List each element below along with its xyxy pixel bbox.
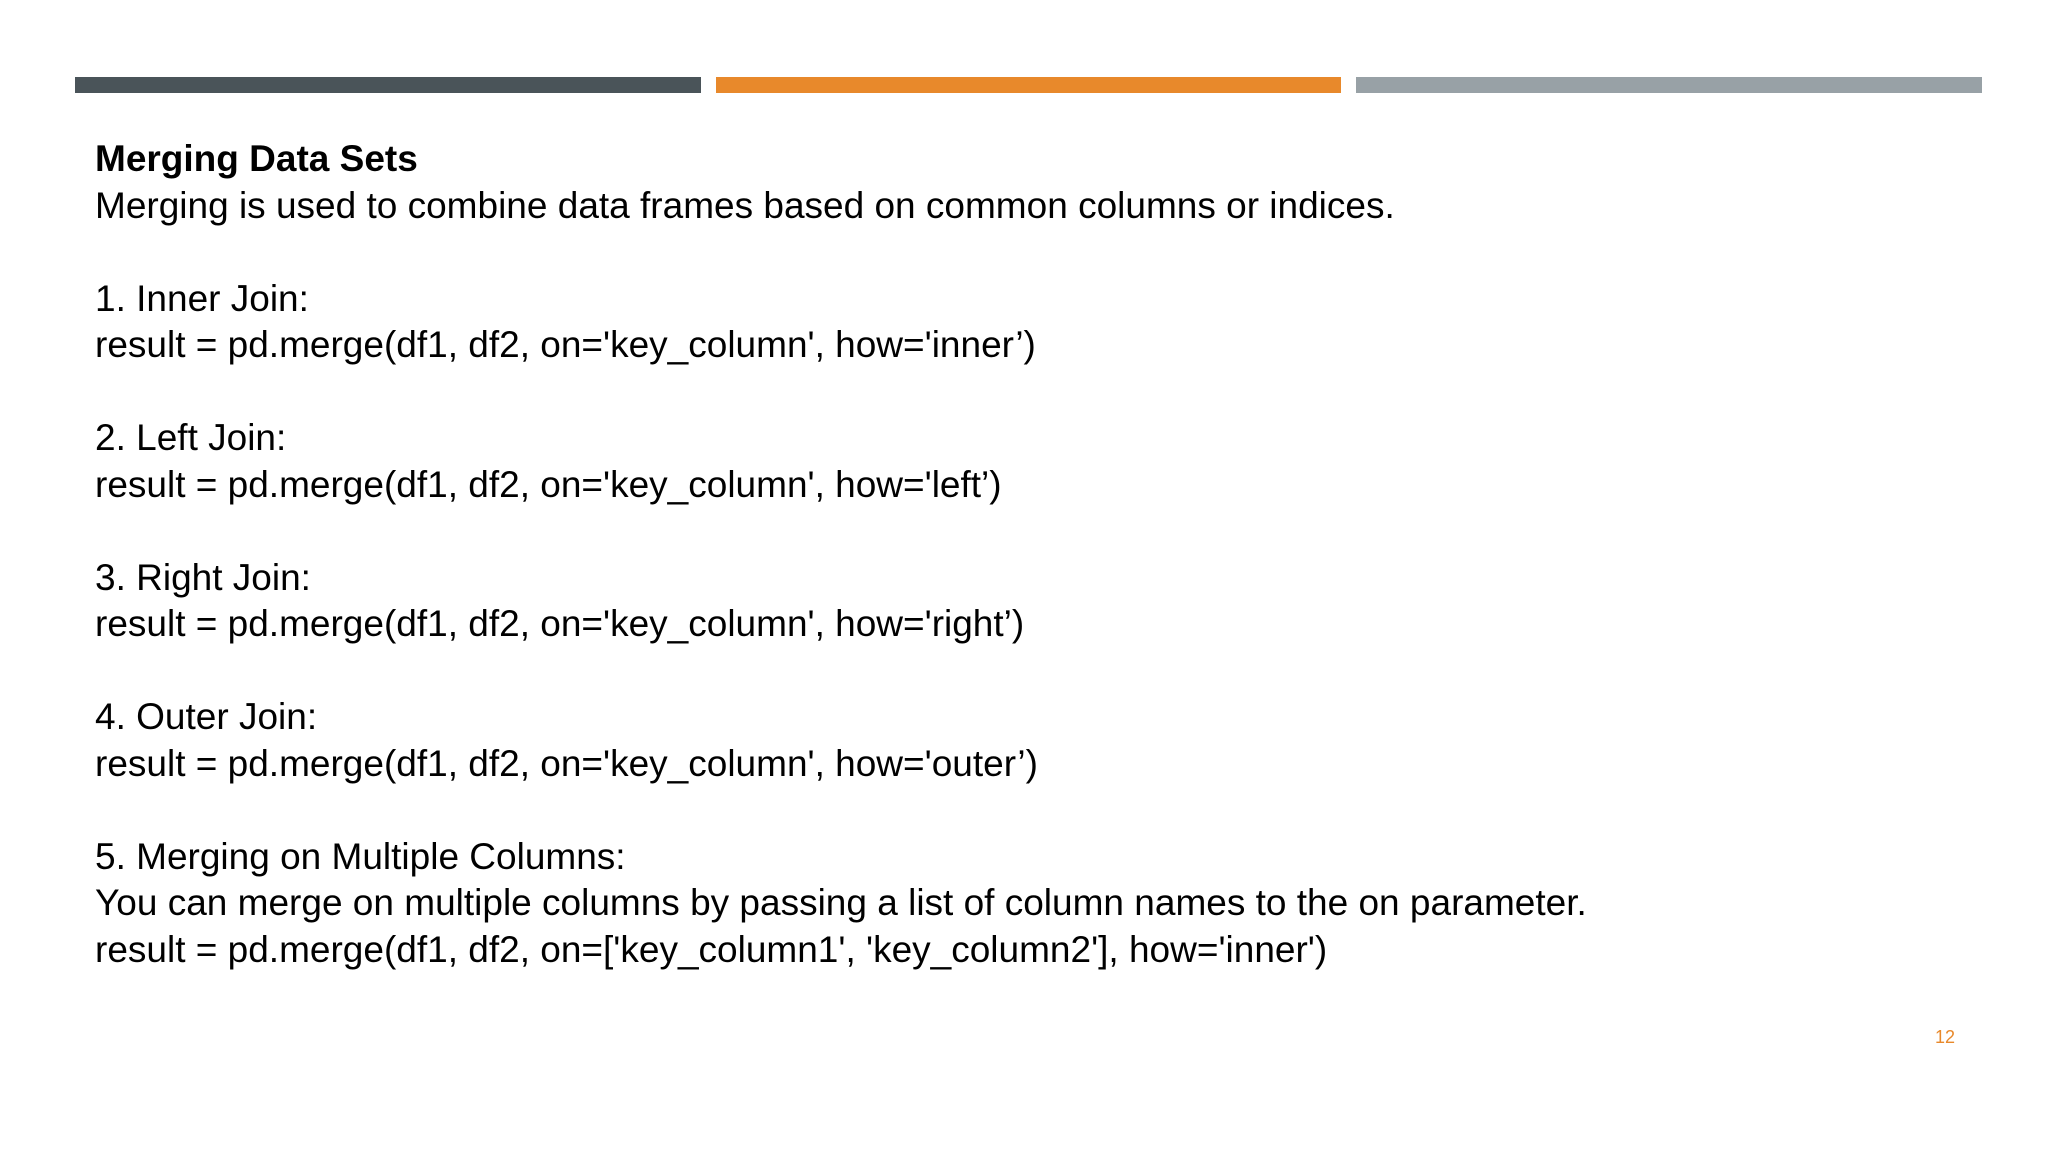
spacer bbox=[95, 648, 1975, 695]
section-heading: 3. Right Join: bbox=[95, 556, 311, 598]
accent-bar-dark bbox=[75, 77, 701, 93]
accent-bar-orange bbox=[716, 77, 1341, 93]
code-line: result = pd.merge(df1, df2, on='key_column', how='left’) bbox=[95, 463, 1002, 505]
slide-intro: Merging is used to combine data frames based on common columns or indices. bbox=[95, 184, 1395, 226]
spacer bbox=[95, 508, 1975, 555]
section-inner-join bbox=[95, 276, 1975, 369]
code-line: result = pd.merge(df1, df2, on='key_column', how='inner’) bbox=[95, 324, 1036, 365]
spacer bbox=[95, 229, 1975, 276]
section-left-join bbox=[95, 415, 1975, 508]
spacer bbox=[95, 787, 1975, 834]
slide-title: Merging Data Sets bbox=[95, 138, 418, 179]
section-right-join bbox=[95, 555, 1975, 648]
slide-number: 12 bbox=[1934, 1027, 1955, 1047]
section-outer-join bbox=[95, 694, 1975, 787]
spacer bbox=[95, 369, 1975, 416]
code-line: result = pd.merge(df1, df2, on='key_column', how='outer’) bbox=[95, 742, 1038, 784]
slide-body bbox=[95, 136, 1975, 973]
section-heading: 2. Left Join: bbox=[95, 417, 287, 458]
section-heading: 4. Outer Join: bbox=[95, 696, 318, 737]
accent-bar-gray bbox=[1356, 77, 1982, 93]
section-multiple-columns bbox=[95, 834, 1975, 974]
code-line: result = pd.merge(df1, df2, on=['key_column1', 'key_column2'], how='inner') bbox=[95, 928, 1328, 970]
section-heading: 1. Inner Join: bbox=[95, 277, 309, 319]
section-heading: 5. Merging on Multiple Columns: bbox=[95, 835, 626, 877]
code-line: result = pd.merge(df1, df2, on='key_column', how='right’) bbox=[95, 603, 1025, 644]
description-line: You can merge on multiple columns by passing a list of column names to the on parameter. bbox=[95, 882, 1587, 923]
